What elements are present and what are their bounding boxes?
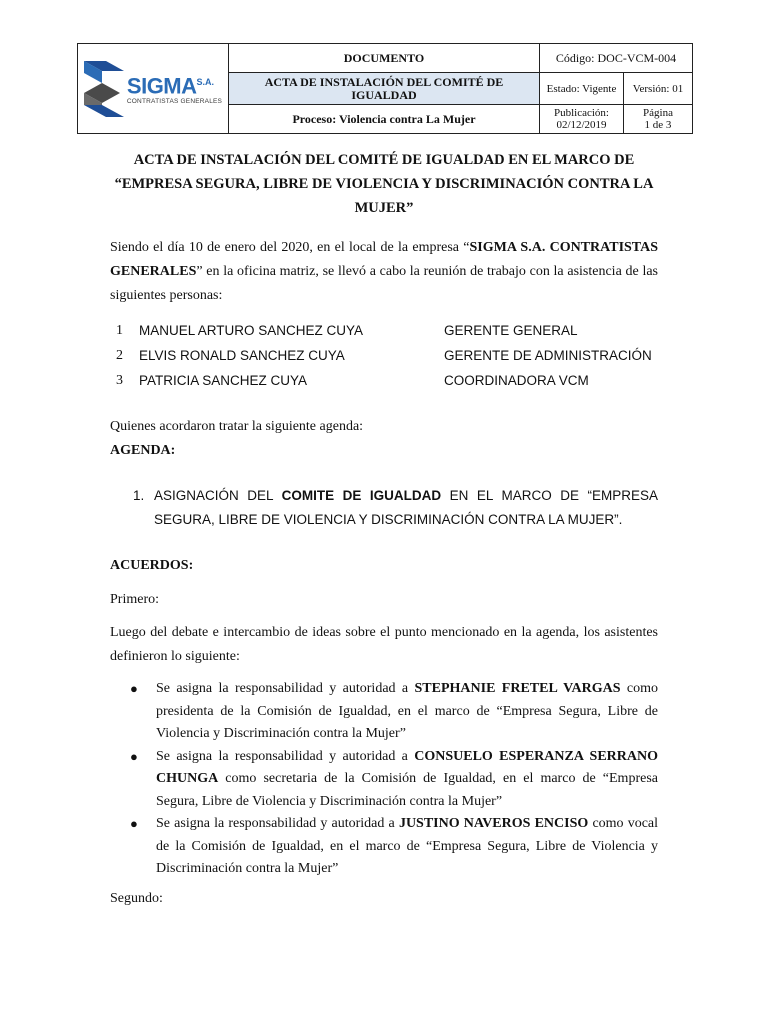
list-item bbox=[116, 343, 676, 368]
attendee-name: MANUEL ARTURO SANCHEZ CUYA bbox=[139, 323, 364, 338]
agenda-intro: Quienes acordaron tratar la siguiente agenda: bbox=[110, 419, 364, 434]
doc-publication bbox=[540, 105, 624, 134]
bullet-text-pre: Se asigna la responsabilidad y autoridad a bbox=[156, 816, 399, 831]
attendee-number: 2 bbox=[116, 348, 123, 363]
doc-page bbox=[624, 105, 693, 134]
debate-paragraph: Luego del debate e intercambio de ideas sobre el punto mencionado en la agenda, los asistentes definieron lo siguiente: bbox=[110, 625, 658, 664]
page-label: Página bbox=[643, 107, 673, 119]
bullet-icon: ● bbox=[130, 748, 138, 764]
intro-paragraph bbox=[110, 236, 658, 308]
attendees-list bbox=[116, 318, 676, 393]
company-logo bbox=[78, 44, 229, 134]
list-item bbox=[130, 746, 658, 814]
list-item bbox=[130, 678, 658, 746]
attendee-role: COORDINADORA VCM bbox=[444, 373, 589, 388]
list-item bbox=[116, 318, 676, 343]
doc-version: Versión: 01 bbox=[624, 73, 693, 105]
agenda-item-number: 1. bbox=[133, 488, 145, 503]
doc-status: Estado: Vigente bbox=[540, 73, 624, 105]
bullet-text-post: como presidenta de la Comisión de Igualdad, en el marco de “Empresa Segura, Libre de Violencia y Discriminación contra la Mujer” bbox=[156, 681, 658, 741]
doc-process: Proceso: Violencia contra La Mujer bbox=[229, 105, 540, 134]
bullet-name: CONSUELO ESPERANZA SERRANO CHUNGA bbox=[156, 748, 658, 786]
second-label: Segundo: bbox=[110, 891, 163, 906]
document-header-table bbox=[77, 43, 693, 134]
bullet-icon: ● bbox=[130, 681, 138, 696]
first-label: Primero: bbox=[110, 592, 159, 607]
bullet-icon: ● bbox=[130, 816, 138, 831]
bullet-text-pre: Se asigna la responsabilidad y autoridad a bbox=[156, 748, 415, 764]
attendee-name: PATRICIA SANCHEZ CUYA bbox=[139, 373, 308, 388]
attendee-role: GERENTE DE ADMINISTRACIÓN bbox=[444, 348, 652, 363]
bullet-name: STEPHANIE FRETEL VARGAS bbox=[414, 681, 621, 696]
intro-text-b: ” en la oficina matriz, se llevó a cabo la reunión de trabajo con la asistencia de las siguientes personas: bbox=[110, 264, 658, 303]
logo-brand: SIGMA bbox=[126, 73, 197, 99]
logo-tagline: CONTRATISTAS GENERALES bbox=[126, 97, 223, 105]
publication-date: 02/12/2019 bbox=[556, 119, 607, 131]
agenda-text-bold: COMITE DE IGUALDAD bbox=[281, 488, 442, 503]
publication-label: Publicación: bbox=[554, 107, 609, 119]
agenda-item bbox=[134, 484, 658, 532]
bullet-text-post: como secretaria de la Comisión de Igualdad, en el marco de “Empresa Segura, Libre de Violencia y Discriminación contra la Mujer” bbox=[156, 771, 658, 809]
bullet-name: JUSTINO NAVEROS ENCISO bbox=[398, 816, 589, 831]
logo-suffix: S.A. bbox=[196, 77, 215, 88]
bullet-text-pre: Se asigna la responsabilidad y autoridad a bbox=[156, 681, 415, 696]
agreements-bullet-list bbox=[130, 678, 658, 881]
sigma-logo-icon bbox=[84, 61, 124, 117]
attendee-name: ELVIS RONALD SANCHEZ CUYA bbox=[139, 348, 345, 363]
attendee-role: GERENTE GENERAL bbox=[444, 323, 578, 338]
doc-code: Código: DOC-VCM-004 bbox=[540, 44, 693, 73]
agenda-text-a: ASIGNACIÓN DEL bbox=[154, 488, 282, 503]
intro-company: SIGMA S.A. CONTRATISTAS GENERALES bbox=[110, 240, 658, 279]
list-item bbox=[116, 368, 676, 393]
agenda-heading: AGENDA: bbox=[110, 443, 176, 458]
agenda-text-b: EN EL MARCO DE “EMPRESA SEGURA, LIBRE DE VIOLENCIA Y DISCRIMINACIÓN CONTRA LA MUJER”. bbox=[154, 488, 659, 527]
intro-text-a: Siendo el día 10 de enero del 2020, en el local de la empresa “ bbox=[110, 240, 470, 255]
document-title: ACTA DE INSTALACIÓN DEL COMITÉ DE IGUALDAD EN EL MARCO DE “EMPRESA SEGURA, LIBRE DE VIOLENCIA Y DISCRIMINACIÓN CONTRA LA MUJER” bbox=[114, 152, 654, 216]
list-item bbox=[130, 813, 658, 881]
bullet-text-post: como vocal de la Comisión de Igualdad, en el marco de “Empresa Segura, Libre de Violencia y Discriminación contra la Mujer” bbox=[156, 816, 659, 876]
agreements-heading: ACUERDOS: bbox=[110, 558, 194, 573]
doc-label: DOCUMENTO bbox=[229, 44, 540, 73]
attendee-number: 1 bbox=[116, 323, 123, 338]
doc-title: ACTA DE INSTALACIÓN DEL COMITÉ DE IGUALDAD bbox=[229, 73, 540, 105]
page-value: 1 de 3 bbox=[644, 119, 672, 131]
attendee-number: 3 bbox=[116, 373, 123, 388]
